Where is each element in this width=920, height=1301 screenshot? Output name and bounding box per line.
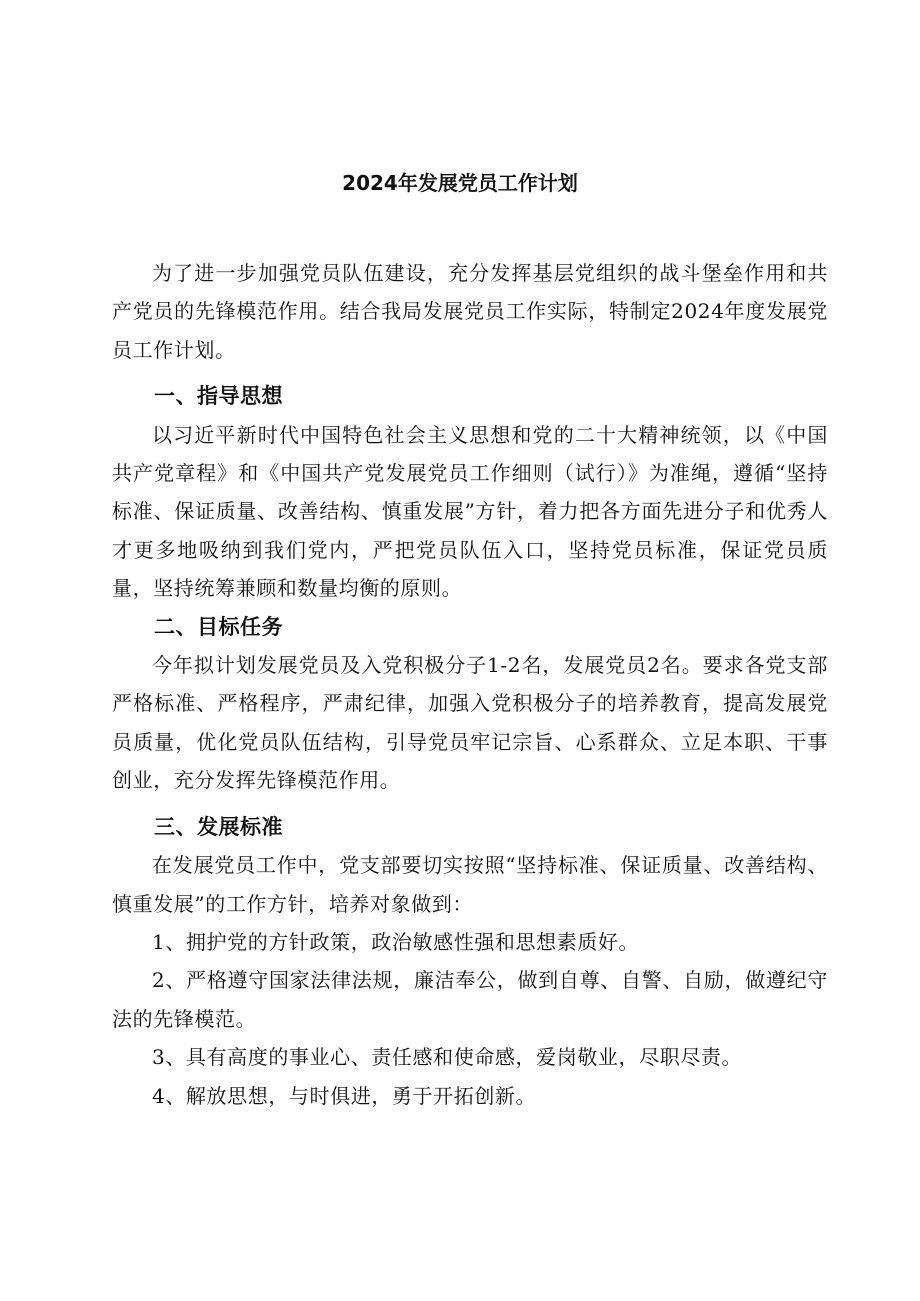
list-item: 1、拥护党的方针政策，政治敏感性强和思想素质好。 [152,929,640,954]
section-heading-goals: 二、目标任务 [154,614,283,639]
section-paragraph-guiding-ideology: 以习近平新时代中国特色社会主义思想和党的二十大精神统领，以《中国共产党章程》和《中国共产党发展党员工作细则（试行）》为准绳，遵循“坚持标准、保证质量、改善结构、慎重发展”方针，着力把各方面先进分子和优秀人才更多地吸纳到我们党内，严把党员队伍入口，坚持党员标准，保证党员质量，坚持统筹兼顾和数量均衡的原则。 [112,422,828,601]
section-heading-standards: 三、发展标准 [154,814,283,839]
section-paragraph-goals: 今年拟计划发展党员及入党积极分子1-2名，发展党员2名。要求各党支部严格标准、严格程序，严肃纪律，加强入党积极分子的培养教育，提高发展党员质量，优化党员队伍结构，引导党员牢记宗旨、心系群众、立足本职、干事创业，充分发挥先锋模范作用。 [112,653,828,793]
section-heading-guiding-ideology: 一、指导思想 [154,384,283,409]
page-title: 2024年发展党员工作计划 [342,171,578,195]
section-paragraph-standards: 在发展党员工作中，党支部要切实按照“坚持标准、保证质量、改善结构、慎重发展”的工作方针，培养对象做到： [112,853,828,916]
intro-paragraph: 为了进一步加强党员队伍建设，充分发挥基层党组织的战斗堡垒作用和共产党员的先锋模范作用。结合我局发展党员工作实际，特制定2024年度发展党员工作计划。 [112,261,828,362]
list-item: 2、严格遵守国家法律法规，廉洁奉公，做到自尊、自警、自励，做遵纪守法的先锋模范。 [112,968,828,1031]
document-body [112,254,828,1115]
list-item: 4、解放思想，与时俱进，勇于开拓创新。 [152,1083,537,1108]
list-item: 3、具有高度的事业心、责任感和使命感，爱岗敬业，尽职尽责。 [152,1045,743,1070]
